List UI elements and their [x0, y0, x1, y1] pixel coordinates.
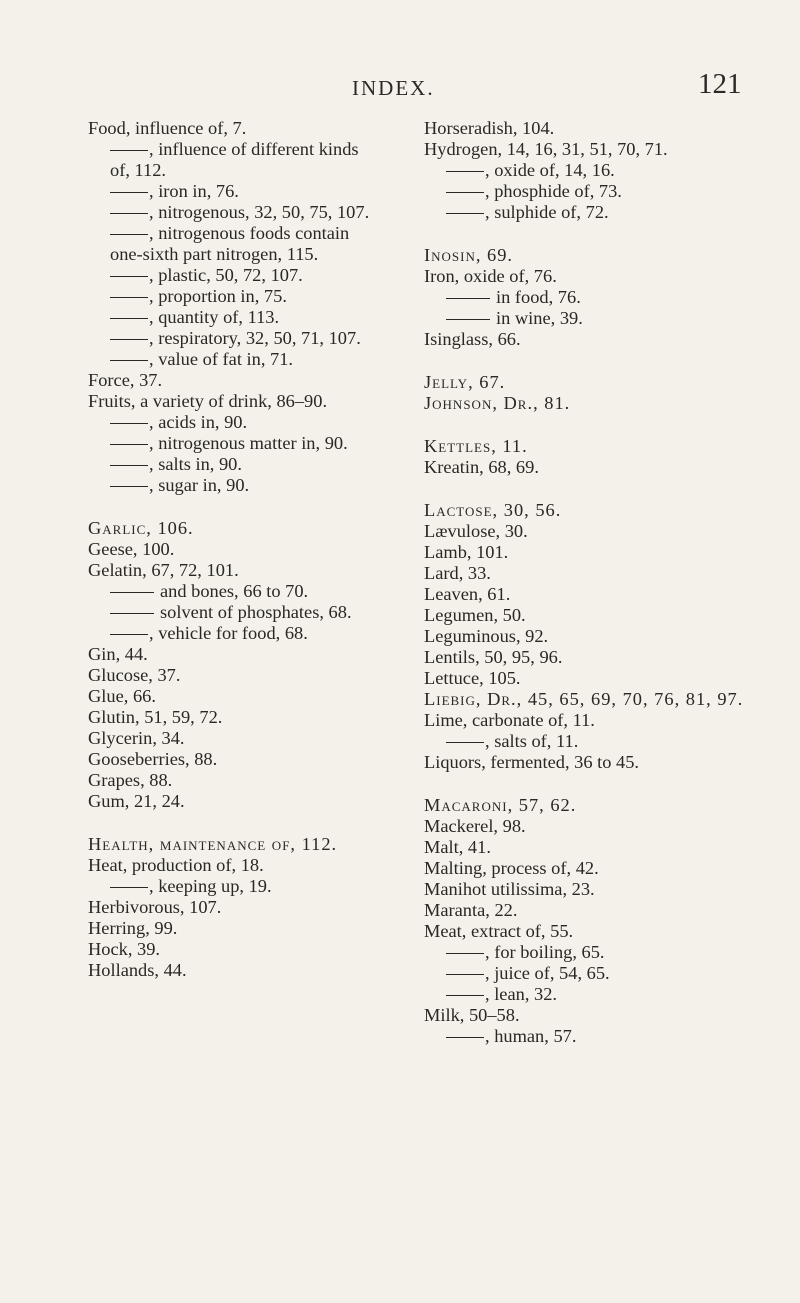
index-entry — [424, 731, 784, 752]
index-entry — [88, 581, 380, 602]
index-entry — [424, 879, 784, 900]
ditto-dash — [446, 298, 490, 299]
index-entry — [424, 710, 784, 731]
index-entry-text: in food, 76. — [496, 287, 581, 307]
index-entry-text: Glutin, 51, 59, 72. — [88, 707, 223, 727]
ditto-dash — [110, 634, 148, 635]
index-entry — [88, 475, 380, 496]
index-entry-text: Leaven, 61. — [424, 584, 511, 604]
index-entry-text: Liebig, Dr., 45, 65, 69, 70, 76, 81, 97. — [424, 689, 744, 709]
index-entry — [424, 584, 784, 605]
ditto-dash — [446, 1037, 484, 1038]
section-gap — [88, 812, 380, 834]
index-entry-text: Gelatin, 67, 72, 101. — [88, 560, 239, 580]
running-title: INDEX. — [352, 76, 435, 100]
ditto-dash — [446, 192, 484, 193]
index-entry — [88, 918, 380, 939]
index-entry — [88, 960, 380, 981]
index-entry-text: , nitrogenous matter in, 90. — [149, 433, 348, 453]
index-entry — [88, 897, 380, 918]
index-entry-text: Herring, 99. — [88, 918, 178, 938]
index-entry-text: Horseradish, 104. — [424, 118, 555, 138]
index-entry — [88, 939, 380, 960]
section-gap — [88, 496, 380, 518]
index-entry — [88, 118, 380, 139]
index-entry — [424, 752, 784, 773]
index-entry-text: Hock, 39. — [88, 939, 161, 959]
index-section-k — [424, 436, 784, 478]
index-entry — [88, 791, 380, 812]
index-entry — [88, 855, 380, 876]
ditto-dash — [110, 150, 148, 151]
index-entry-text: Hollands, 44. — [88, 960, 187, 980]
index-entry-text: , proportion in, 75. — [149, 286, 287, 306]
index-entry-text: , respiratory, 32, 50, 71, 107. — [149, 328, 361, 348]
index-entry-text: Jelly, 67. — [424, 372, 506, 392]
index-entry-text: , salts of, 11. — [485, 731, 579, 751]
index-entry-text: , nitrogenous foods contain one-sixth part nitrogen, 115. — [110, 223, 350, 264]
index-entry-text: Lamb, 101. — [424, 542, 509, 562]
index-entry — [424, 542, 784, 563]
index-entry — [424, 202, 784, 223]
index-entry-text: , influence of different kinds of, 112. — [110, 139, 359, 180]
index-entry — [424, 245, 784, 266]
index-section-j — [424, 372, 784, 414]
index-section-f — [88, 118, 380, 496]
index-entry — [88, 139, 380, 181]
index-entry — [424, 118, 784, 139]
index-entry — [88, 728, 380, 749]
index-entry-text: , quantity of, 113. — [149, 307, 280, 327]
index-entry — [424, 689, 784, 710]
index-entry — [424, 647, 784, 668]
page-number: 121 — [698, 68, 742, 100]
index-entry-text: Gum, 21, 24. — [88, 791, 185, 811]
index-entry — [88, 518, 380, 539]
index-entry — [88, 876, 380, 897]
ditto-dash — [110, 360, 148, 361]
ditto-dash — [110, 444, 148, 445]
index-entry-text: , iron in, 76. — [149, 181, 239, 201]
ditto-dash — [446, 319, 490, 320]
index-entry-text: Manihot utilissima, 23. — [424, 879, 595, 899]
index-entry — [424, 963, 784, 984]
index-entry-text: , plastic, 50, 72, 107. — [149, 265, 303, 285]
index-entry-text: Lime, carbonate of, 11. — [424, 710, 595, 730]
index-entry — [88, 391, 380, 412]
index-section-l — [424, 500, 784, 773]
index-entry — [88, 265, 380, 286]
ditto-dash — [446, 995, 484, 996]
index-entry — [424, 984, 784, 1005]
index-entry-text: , sulphide of, 72. — [485, 202, 609, 222]
index-entry-text: Health, maintenance of, 112. — [88, 834, 338, 854]
index-entry-text: in wine, 39. — [496, 308, 583, 328]
ditto-dash — [110, 465, 148, 466]
ditto-dash — [446, 974, 484, 975]
ditto-dash — [110, 234, 148, 235]
index-entry — [88, 307, 380, 328]
index-entry — [424, 563, 784, 584]
index-entry — [424, 795, 784, 816]
index-entry — [424, 1026, 784, 1047]
index-entry — [424, 329, 784, 350]
index-entry-text: and bones, 66 to 70. — [160, 581, 309, 601]
index-entry-text: , vehicle for food, 68. — [149, 623, 308, 643]
index-entry — [424, 372, 784, 393]
index-entry-text: , nitrogenous, 32, 50, 75, 107. — [149, 202, 370, 222]
index-entry-text: Glucose, 37. — [88, 665, 181, 685]
index-entry-text: Glue, 66. — [88, 686, 156, 706]
index-entry-text: Geese, 100. — [88, 539, 175, 559]
index-entry-text: Macaroni, 57, 62. — [424, 795, 577, 815]
section-gap — [424, 223, 784, 245]
index-entry-text: Hydrogen, 14, 16, 31, 51, 70, 71. — [424, 139, 668, 159]
ditto-dash — [110, 318, 148, 319]
ditto-dash — [110, 486, 148, 487]
index-entry-text: , juice of, 54, 65. — [485, 963, 610, 983]
index-entry — [88, 454, 380, 475]
index-entry-text: , lean, 32. — [485, 984, 558, 1004]
index-entry — [424, 287, 784, 308]
index-entry-text: solvent of phosphates, 68. — [160, 602, 352, 622]
ditto-dash — [110, 276, 148, 277]
left-index-column — [88, 118, 380, 981]
index-section-i — [424, 245, 784, 350]
index-entry-text: Kettles, 11. — [424, 436, 528, 456]
index-entry-text: Legumen, 50. — [424, 605, 526, 625]
section-gap — [424, 773, 784, 795]
index-entry — [424, 605, 784, 626]
index-entry — [424, 457, 784, 478]
page-header — [0, 68, 800, 110]
index-entry — [424, 900, 784, 921]
ditto-dash — [110, 613, 154, 614]
ditto-dash — [110, 592, 154, 593]
index-entry — [424, 858, 784, 879]
index-entry-text: Lactose, 30, 56. — [424, 500, 562, 520]
index-entry — [424, 668, 784, 689]
ditto-dash — [110, 339, 148, 340]
index-entry-text: Garlic, 106. — [88, 518, 194, 538]
ditto-dash — [110, 213, 148, 214]
index-entry-text: Lettuce, 105. — [424, 668, 521, 688]
index-section-m — [424, 795, 784, 1047]
index-entry-text: Glycerin, 34. — [88, 728, 185, 748]
section-gap — [424, 414, 784, 436]
index-entry-text: Liquors, fermented, 36 to 45. — [424, 752, 640, 772]
index-entry — [88, 560, 380, 581]
index-entry — [424, 139, 784, 160]
index-entry-text: Malting, process of, 42. — [424, 858, 599, 878]
index-entry-text: , acids in, 90. — [149, 412, 248, 432]
index-entry — [88, 834, 380, 855]
ditto-dash — [446, 171, 484, 172]
index-entry — [424, 626, 784, 647]
index-entry-text: Lard, 33. — [424, 563, 491, 583]
index-entry-text: , phosphide of, 73. — [485, 181, 622, 201]
index-entry — [424, 521, 784, 542]
index-entry — [88, 202, 380, 223]
index-entry — [88, 223, 380, 265]
index-entry-text: Food, influence of, 7. — [88, 118, 247, 138]
index-entry-text: , salts in, 90. — [149, 454, 242, 474]
index-entry — [88, 349, 380, 370]
index-entry-text: Isinglass, 66. — [424, 329, 521, 349]
index-entry — [424, 942, 784, 963]
index-entry — [88, 623, 380, 644]
index-entry-text: Heat, production of, 18. — [88, 855, 264, 875]
index-entry-text: Maranta, 22. — [424, 900, 518, 920]
index-entry-text: , keeping up, 19. — [149, 876, 272, 896]
index-entry-text: Iron, oxide of, 76. — [424, 266, 557, 286]
ditto-dash — [446, 953, 484, 954]
section-gap — [424, 478, 784, 500]
index-entry — [424, 393, 784, 414]
index-entry — [88, 707, 380, 728]
index-entry — [424, 837, 784, 858]
index-entry — [88, 286, 380, 307]
ditto-dash — [110, 423, 148, 424]
ditto-dash — [446, 742, 484, 743]
index-entry — [424, 181, 784, 202]
ditto-dash — [446, 213, 484, 214]
index-section-h — [88, 834, 380, 981]
index-entry-text: Gooseberries, 88. — [88, 749, 218, 769]
index-entry — [424, 436, 784, 457]
index-entry-text: , human, 57. — [485, 1026, 577, 1046]
index-entry-text: Milk, 50–58. — [424, 1005, 520, 1025]
index-entry-text: Malt, 41. — [424, 837, 491, 857]
index-entry — [88, 181, 380, 202]
ditto-dash — [110, 192, 148, 193]
index-entry — [88, 412, 380, 433]
index-entry-text: Lentils, 50, 95, 96. — [424, 647, 563, 667]
index-entry — [88, 328, 380, 349]
ditto-dash — [110, 887, 148, 888]
index-entry-text: Meat, extract of, 55. — [424, 921, 574, 941]
index-entry — [88, 539, 380, 560]
index-entry-text: Force, 37. — [88, 370, 163, 390]
index-entry — [424, 816, 784, 837]
section-gap — [424, 350, 784, 372]
index-section-h-cont — [424, 118, 784, 223]
index-entry — [424, 1005, 784, 1026]
index-entry — [88, 686, 380, 707]
right-index-column — [424, 118, 784, 1047]
index-entry-text: Lævulose, 30. — [424, 521, 528, 541]
index-entry-text: Fruits, a variety of drink, 86–90. — [88, 391, 328, 411]
index-entry — [88, 665, 380, 686]
index-entry-text: Herbivorous, 107. — [88, 897, 222, 917]
index-section-g — [88, 518, 380, 812]
ditto-dash — [110, 297, 148, 298]
index-entry — [88, 602, 380, 623]
index-entry-text: , oxide of, 14, 16. — [485, 160, 615, 180]
index-entry-text: Leguminous, 92. — [424, 626, 549, 646]
index-entry — [88, 433, 380, 454]
index-entry — [424, 160, 784, 181]
index-entry — [424, 500, 784, 521]
index-entry — [88, 370, 380, 391]
index-entry — [88, 770, 380, 791]
index-entry-text: Grapes, 88. — [88, 770, 173, 790]
index-entry — [424, 921, 784, 942]
index-entry-text: , sugar in, 90. — [149, 475, 250, 495]
index-entry — [424, 308, 784, 329]
index-entry-text: Inosin, 69. — [424, 245, 514, 265]
index-entry-text: Gin, 44. — [88, 644, 148, 664]
index-entry-text: Kreatin, 68, 69. — [424, 457, 539, 477]
index-entry-text: , for boiling, 65. — [485, 942, 605, 962]
index-entry — [88, 749, 380, 770]
index-entry-text: Johnson, Dr., 81. — [424, 393, 571, 413]
index-entry — [424, 266, 784, 287]
index-entry-text: , value of fat in, 71. — [149, 349, 294, 369]
index-entry-text: Mackerel, 98. — [424, 816, 526, 836]
index-entry — [88, 644, 380, 665]
